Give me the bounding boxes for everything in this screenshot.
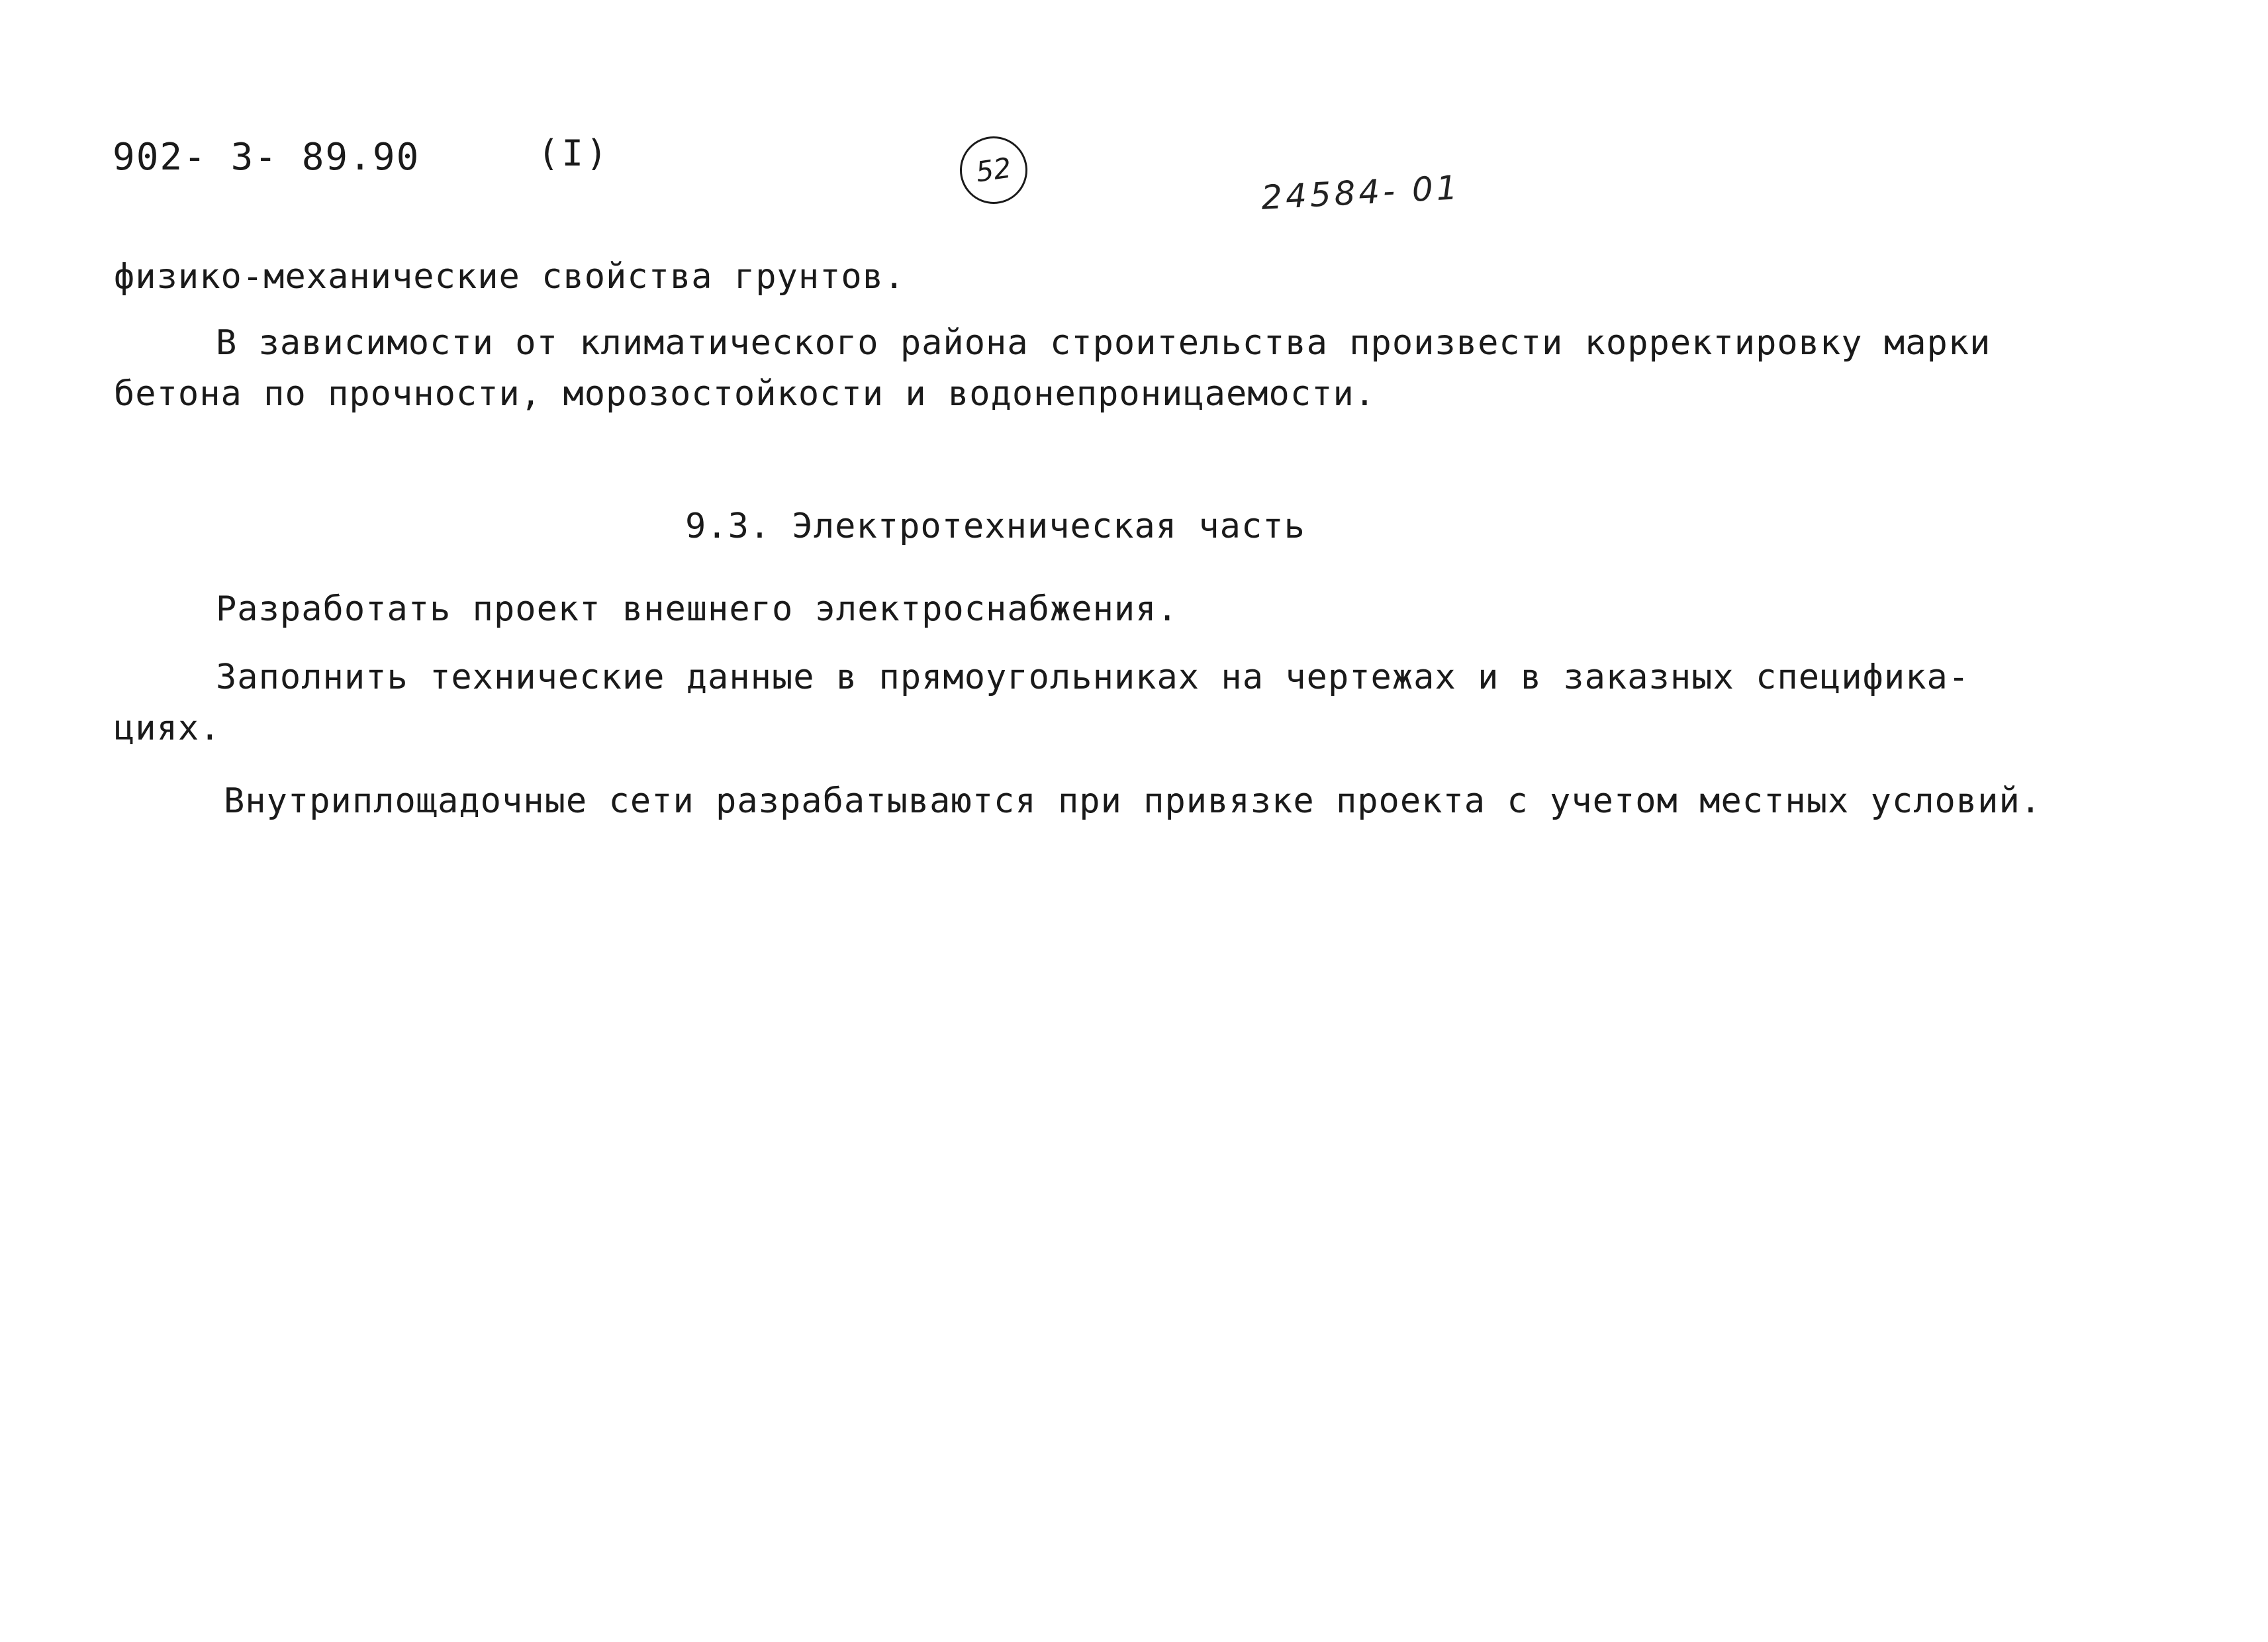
document-code: 902- 3- 89.90 xyxy=(113,136,420,179)
paragraph-line: Внутриплощадочные сети разрабатываются при привязке проекта с учетом местных условий. xyxy=(224,781,2042,821)
inventory-number: 24584- 01 xyxy=(1260,168,1462,217)
paragraph-line: Заполнить технические данные в прямоугольниках на чертежах и в заказных специфика- xyxy=(216,657,1970,697)
paragraph-line: циях. xyxy=(114,708,221,748)
paragraph-line: бетона по прочности, морозостойкости и водонепроницаемости. xyxy=(114,374,1376,414)
paragraph-line: В зависимости от климатического района строительства произвести корректировку марки xyxy=(216,323,1991,363)
page-number: 52 xyxy=(974,151,1014,189)
page-number-stamp xyxy=(960,136,1027,204)
paragraph-line: физико-механические свойства грунтов. xyxy=(114,257,906,297)
document-part-number: (I) xyxy=(538,132,610,174)
paragraph-line: Разработать проект внешнего электроснабжения. xyxy=(216,589,1178,629)
section-heading: 9.3. Электротехническая часть xyxy=(685,507,1305,546)
